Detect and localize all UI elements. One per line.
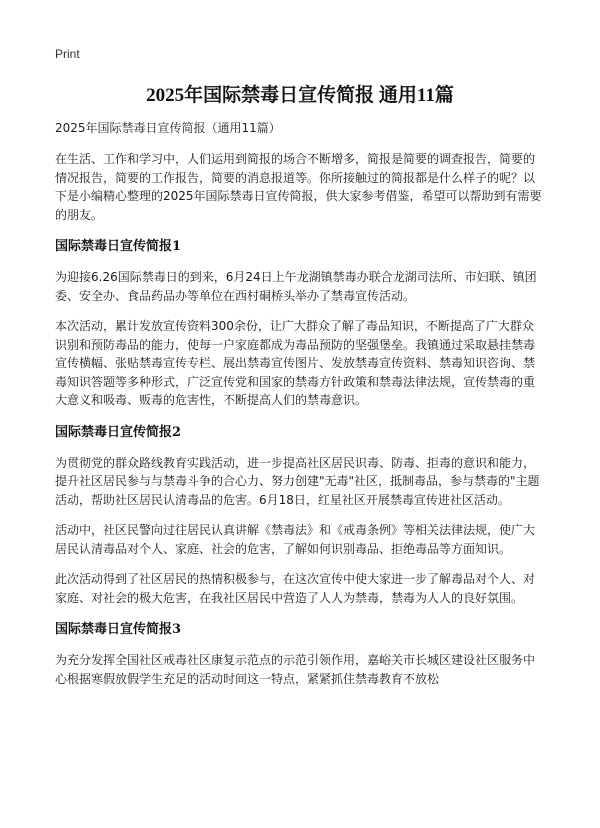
print-link[interactable]: Print — [55, 47, 80, 61]
intro-paragraph: 在生活、工作和学习中，人们运用到简报的场合不断增多，简报是简要的调查报告，简要的情况报告，简要的工作报告，简要的消息报道等。你所接触过的简报都是什么样子的呢？以下是小编精心整理的2025年国际禁毒日宣传简报，供大家参考借鉴，希望可以帮助到有需要的朋友。 — [55, 152, 542, 222]
section-2-paragraph-3: 此次活动得到了社区居民的热情积极参与，在这次宣传中使大家进一步了解毒品对个人、对家庭、对社会的极大危害，在我社区居民中营造了人人为禁毒，禁毒为人人的良好氛围。 — [55, 572, 536, 605]
document-body — [55, 120, 545, 700]
section-heading-2: 国际禁毒日宣传简报2 — [55, 424, 182, 440]
section-1-paragraph-2: 本次活动，累计发放宣传资料300余份，让广大群众了解了毒品知识，不断提高了广大群众识别和预防毒品的能力，使每一户家庭都成为毒品预防的坚强堡垒。我镇通过采取悬挂禁毒宣传横幅、张贴禁毒宣传专栏、展出禁毒宣传图片、发放禁毒宣传资料、禁毒知识咨询、禁毒知识答题等多种形式，广泛宣传党和国家的禁毒方针政策和禁毒法律法规，宣传禁毒的重大意义和吸毒、贩毒的危害性，不断提高人们的禁毒意识。 — [55, 319, 536, 407]
section-heading-3: 国际禁毒日宣传简报3 — [55, 622, 182, 637]
section-heading-1: 国际禁毒日宣传简报1 — [55, 239, 182, 254]
section-1-paragraph-1: 为迎接6.26国际禁毒日的到来，6月24日上午龙湖镇禁毒办联合龙湖司法所、市妇联、镇团委、安全办、食品药品办等单位在西村硐桥头举办了禁毒宣传活动。 — [55, 270, 537, 303]
section-2-paragraph-2: 活动中，社区民警向过往居民认真讲解《禁毒法》和《戒毒条例》等相关法律法规，使广大居民认清毒品对个人、家庭、社会的危害，了解如何识别毒品、拒绝毒品等方面知识。 — [55, 523, 536, 556]
page-title: 2025年国际禁毒日宣传简报 通用11篇 — [146, 85, 454, 106]
section-3-paragraph-1: 为充分发挥全国社区戒毒社区康复示范点的示范引领作用，嘉峪关市长城区建设社区服务中心根据寒假放假学生充足的活动时间这一特点，紧紧抓住禁毒教育不放松 — [55, 653, 536, 686]
document-subtitle: 2025年国际禁毒日宣传简报（通用11篇） — [55, 121, 281, 135]
section-2-paragraph-1: 为贯彻党的群众路线教育实践活动，进一步提高社区居民识毒、防毒、拒毒的意识和能力，提升社区居民参与与禁毒斗争的合心力、努力创建"无毒"社区，抵制毒品，参与禁毒的"主题活动，帮助社区居民认清毒品的危害。6月18日，红星社区开展禁毒宣传进社区活动。 — [55, 455, 540, 507]
